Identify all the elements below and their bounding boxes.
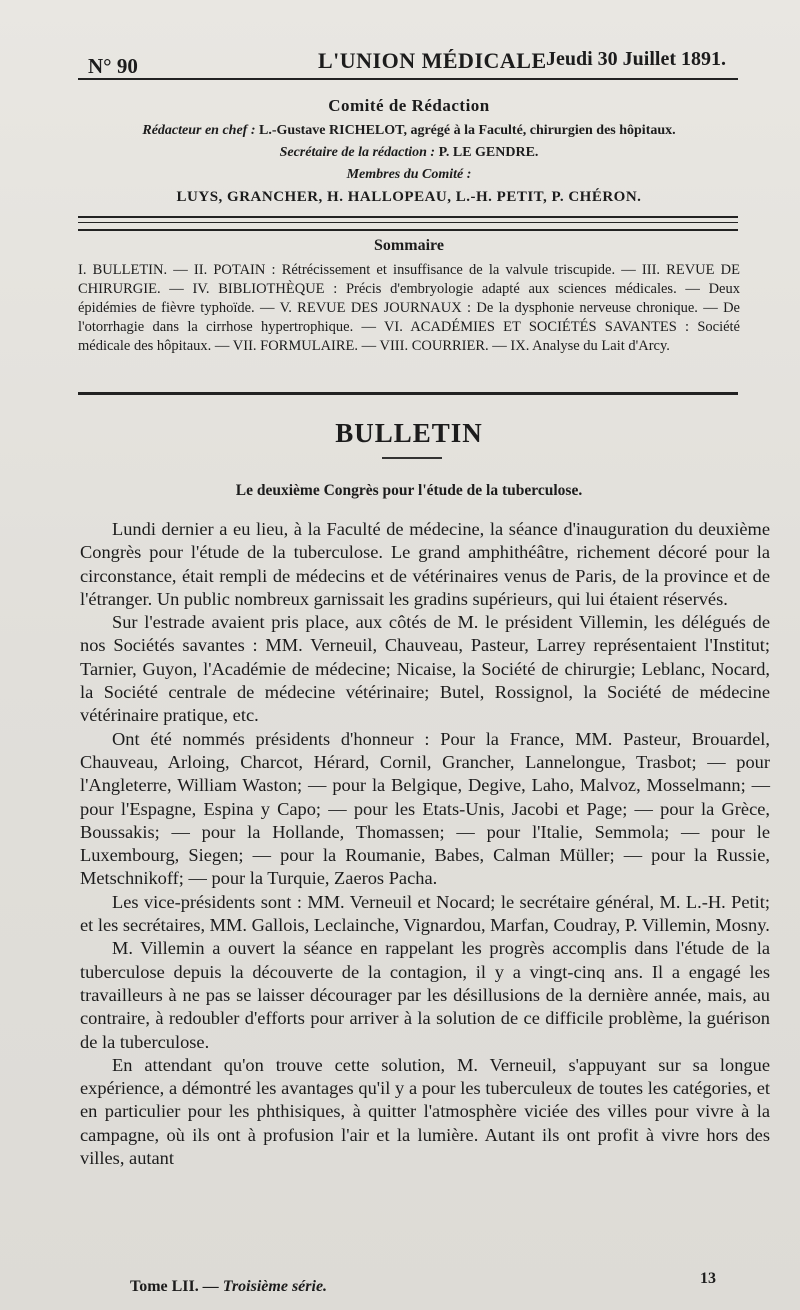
secretary-line <box>78 142 740 164</box>
bulletin-underline <box>382 457 442 459</box>
page-header <box>88 46 738 76</box>
volume-info <box>130 1278 327 1296</box>
paragraph: Sur l'estrade avaient pris place, aux côtés de M. le président Villemin, les délégués de nos Sociétés savantes : MM. Verneuil, Chauveau, Pasteur, Larrey représentaient l'Institut; Tarnier, Guyon, l'Académie de médecine; Nicaise, la Société de chirurgie; Leblanc, Nocard, la Société centrale de médecine vétérinaire; Butel, Rossignol, la Société de médecine vétérinaire pratique, etc. <box>80 612 770 726</box>
committee-members: LUYS, GRANCHER, H. HALLOPEAU, L.-H. PETIT, P. CHÉRON. <box>176 189 642 205</box>
tome-label: Tome LII. <box>130 1278 199 1295</box>
editorial-committee <box>78 96 740 208</box>
members-role: Membres du Comité : <box>346 167 472 182</box>
editor-line <box>78 120 740 142</box>
series-label: — Troisième série. <box>202 1278 328 1295</box>
secretary-role: Secrétaire de la rédaction : <box>279 145 436 160</box>
paragraph: Lundi dernier a eu lieu, à la Faculté de médecine, la séance d'inauguration du deuxième Congrès pour l'étude de la tuberculose. Le grand amphithéâtre, richement décoré pour la circonstance, était rempli de médecins et de vétérinaires venus de Paris, de la province et de l'étranger. Un public nombreux garnissait les gradins supérieurs, qui lui étaient réservés. <box>80 519 770 609</box>
paragraph: En attendant qu'on trouve cette solution, M. Verneuil, s'appuyant sur sa longue expérience, a démontré les avantages qu'il y a pour les tuberculeux de toutes les catégories, et en particulier pour les phthisiques, à quitter l'atmosphère viciée des villes pour vivre à la campagne, où ils ont à profusion l'air et la lumière. Autant ils ont profit à vivre hors des villes, autant <box>80 1054 770 1169</box>
committee-rule-thin <box>78 222 738 223</box>
issue-date: Jeudi 30 Juillet 1891. <box>545 48 726 70</box>
summary-title: Sommaire <box>374 237 444 254</box>
editor-name: L.-Gustave RICHELOT, agrégé à la Faculté, chirurgien des hôpitaux. <box>259 123 676 138</box>
journal-title: L'UNION MÉDICALE <box>318 48 547 73</box>
article-body <box>80 518 770 1170</box>
summary-rule <box>78 392 738 395</box>
committee-title: Comité de Rédaction <box>328 96 490 115</box>
members-role-line <box>78 164 740 186</box>
bulletin-heading: BULLETIN <box>335 418 483 448</box>
editor-role: Rédacteur en chef : <box>142 123 256 138</box>
secretary-name: P. LE GENDRE. <box>438 145 539 160</box>
issue-number: N° 90 <box>88 54 138 78</box>
summary-section <box>78 237 740 356</box>
page-number: 13 <box>700 1270 716 1287</box>
paragraph: M. Villemin a ouvert la séance en rappelant les progrès accomplis dans l'étude de la tuberculose depuis la découverte de la contagion, il y a vingt-cinq ans. Il a engagé les travailleurs à ne pas se laisser décourager par les désillusions de la dernière année, mais, au contraire, à redoubler d'efforts pour arriver à la solution de ce difficile problème, la guérison de la tuberculose. <box>80 938 770 1052</box>
paragraph: Ont été nommés présidents d'honneur : Pour la France, MM. Pasteur, Brouardel, Chauveau, Arloing, Charcot, Hérard, Cornil, Grancher, Lannelongue, Trasbot; — pour l'Angleterre, William Waston; — pour la Belgique, Degive, Laho, Malvoz, Mosselmann; — pour l'Espagne, Espina y Capo; — pour les Etats-Unis, Jacobi et Page; — pour la Grèce, Boussakis; — pour la Hollande, Thomassen; — pour l'Italie, Semmola; — pour le Luxembourg, Siegen; — pour la Roumanie, Babes, Calman Müller; — pour la Russie, Metschnikoff; — pour la Turquie, Zaeros Pacha. <box>80 728 770 889</box>
article-title: Le deuxième Congrès pour l'étude de la tuberculose. <box>235 482 583 499</box>
header-rule <box>78 78 738 80</box>
summary-text: I. BULLETIN. — II. POTAIN : Rétrécissement et insuffisance de la valvule triscupide. — III. REVUE DE CHIRURGIE. — IV. BIBLIOTHÈQUE : Précis d'embryologie adapté aux sciences médicales. — Deux épidémies de fièvre typhoïde. — V. REVUE DES JOURNAUX : De la dysphonie nerveuse chronique. — De l'otorrhagie dans la cirrhose hypertrophique. — VI. ACADÉMIES ET SOCIÉTÉS SAVANTES : Société médicale des hôpitaux. — VII. FORMULAIRE. — VIII. COURRIER. — IX. Analyse du Lait d'Arcy. <box>78 262 740 354</box>
committee-rule-bottom <box>78 229 738 231</box>
committee-rule-top <box>78 216 738 218</box>
paragraph: Les vice-présidents sont : MM. Verneuil et Nocard; le secrétaire général, M. L.-H. Petit; et les secrétaires, MM. Gallois, Leclainche, Vignardou, Marfan, Coudray, P. Villemin, Mosny. <box>80 891 770 936</box>
